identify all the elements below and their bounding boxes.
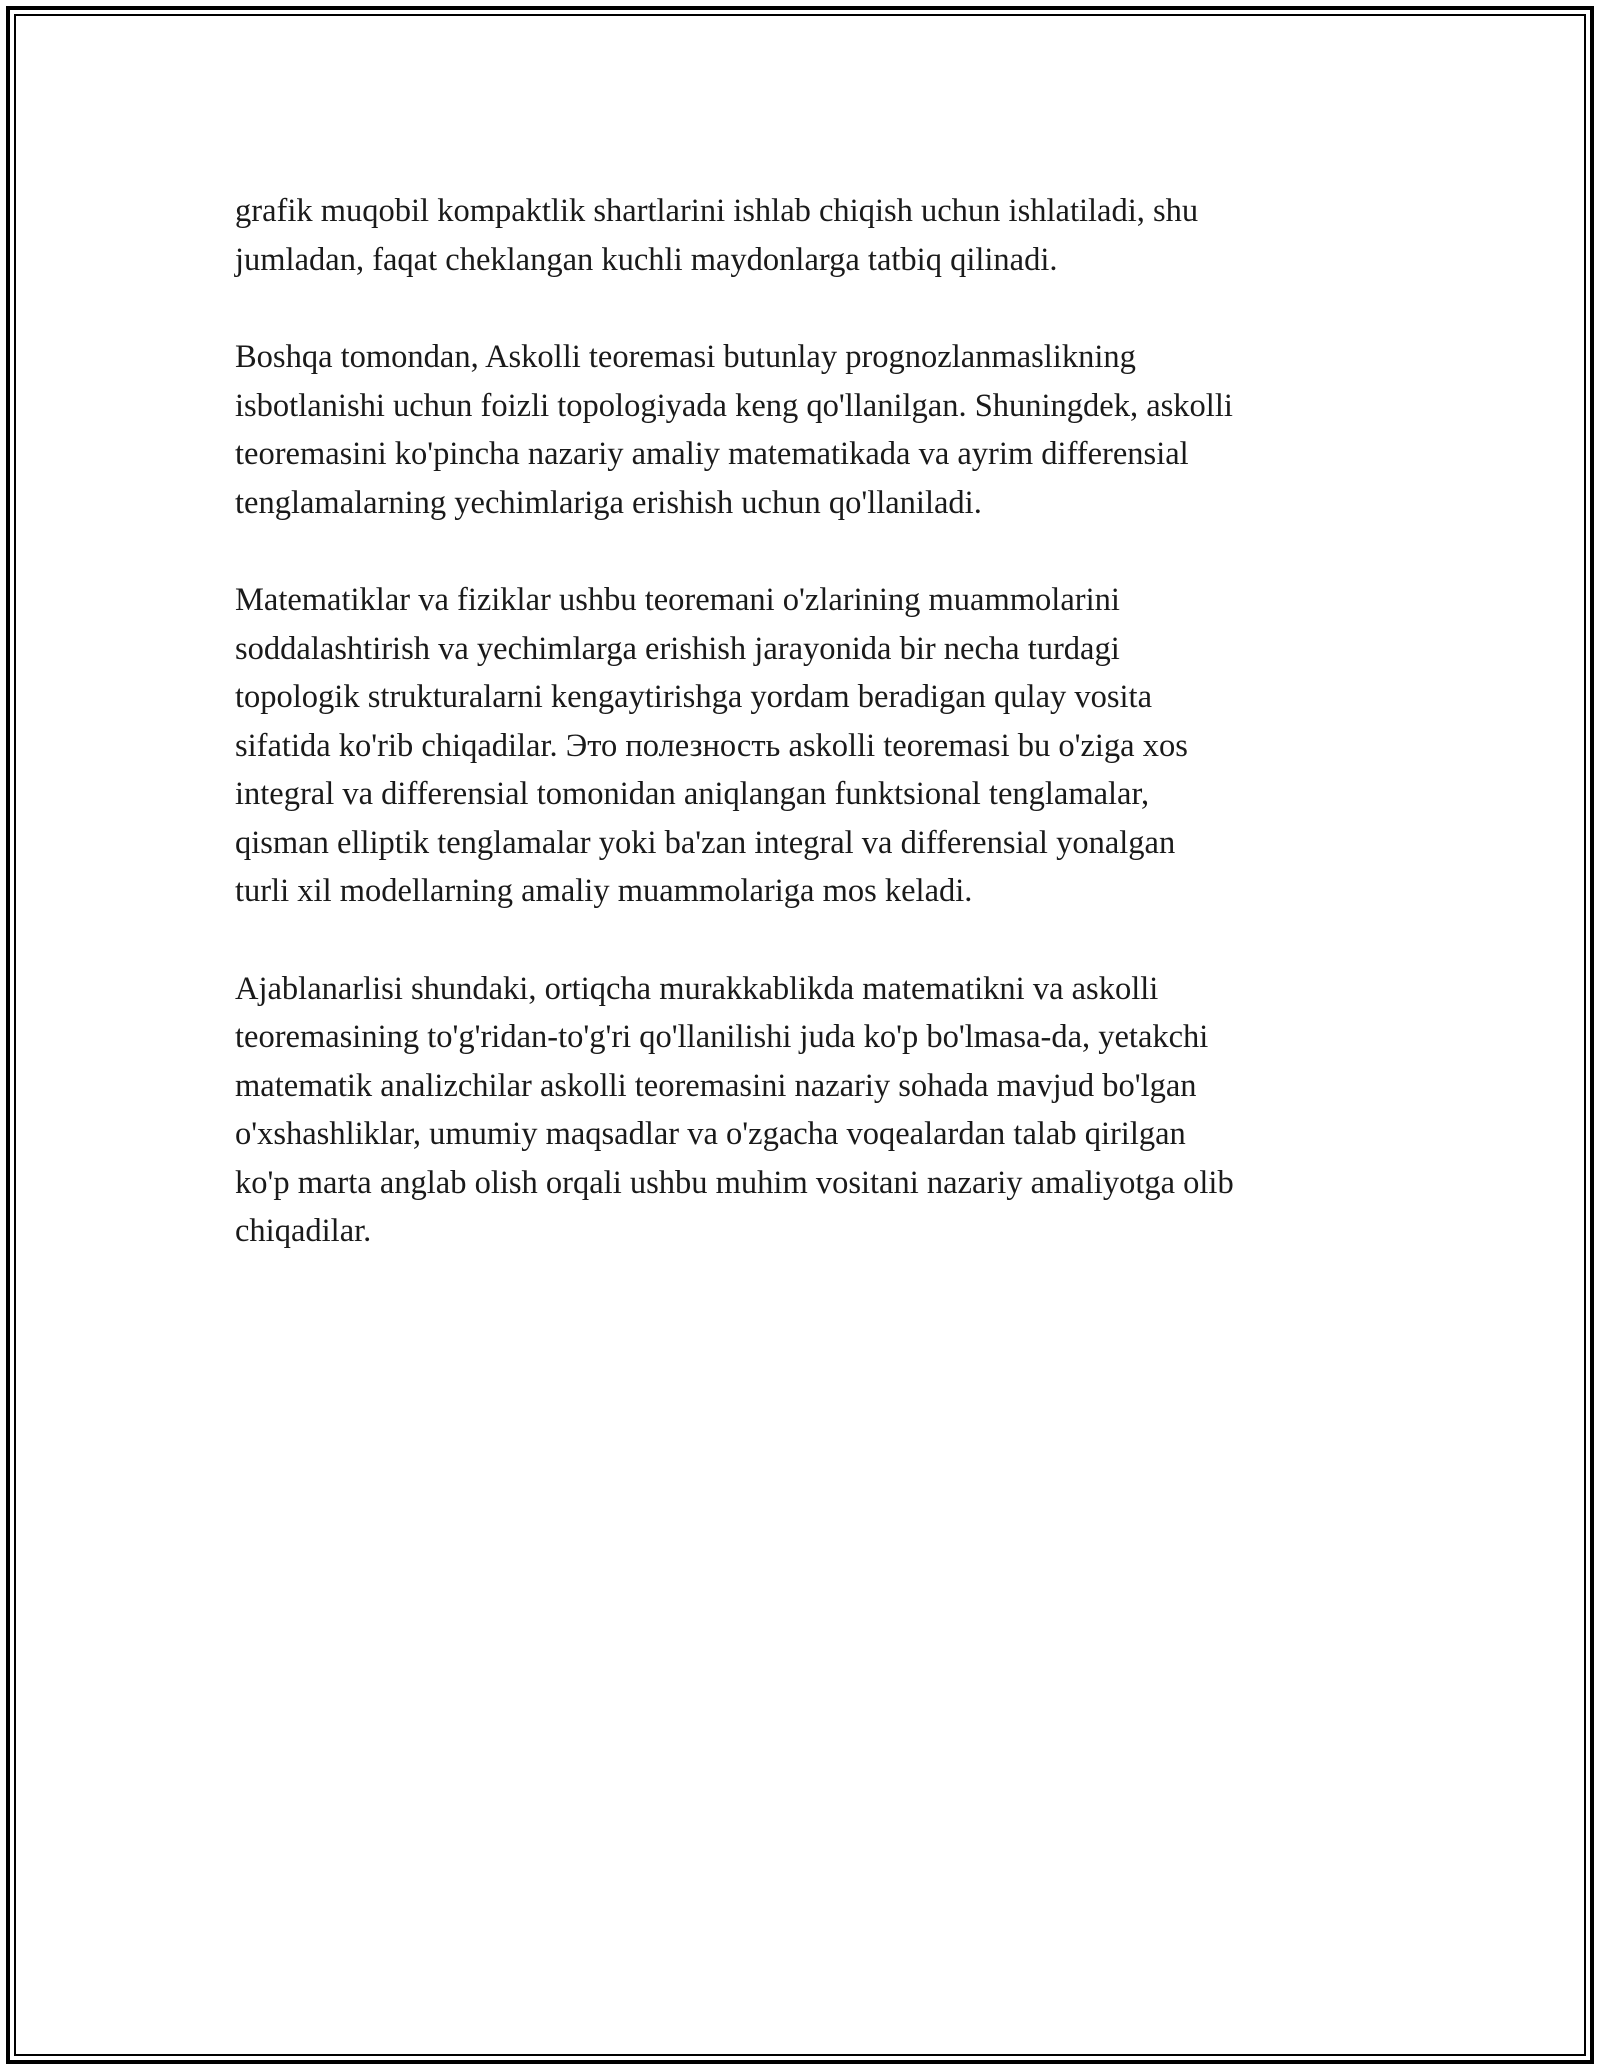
paragraph-2 <box>235 333 1365 527</box>
text-line: teoremasini ko'pincha nazariy amaliy matematikada va ayrim differensial <box>235 436 1189 472</box>
text-line: matematik analizchilar askolli teoremasini nazariy sohada mavjud bo'lgan <box>235 1067 1197 1104</box>
text-line: Matematiklar va fiziklar ushbu teoremani o'zlarining muammolarini <box>235 582 1120 618</box>
paragraph-3 <box>235 576 1365 916</box>
text-line: chiqadilar. <box>235 1213 372 1249</box>
text-line: turli xil modellarning amaliy muammolariga mos keladi. <box>235 873 973 909</box>
text-line: integral va differensial tomonidan aniqlangan funktsional tenglamalar, <box>235 776 1150 812</box>
text-line: o'xshashliklar, umumiy maqsadlar va o'zgacha voqealardan talab qirilgan <box>235 1116 1186 1152</box>
text-line: sifatida ko'rib chiqadilar. Это полезность askolli teoremasi bu o'ziga xos <box>235 727 1188 764</box>
text-line: Ajablanarlisi shundaki, ortiqcha murakkablikda matematikni va askolli <box>235 970 1159 1007</box>
document-body <box>235 187 1365 1305</box>
paragraph-1 <box>235 187 1365 284</box>
text-line: soddalashtirish va yechimlarga erishish jarayonida bir necha turdagi <box>235 630 1120 667</box>
text-line: jumladan, faqat cheklangan kuchli maydonlarga tatbiq qilinadi. <box>235 241 1058 278</box>
text-line: tenglamalarning yechimlariga erishish uchun qo'llaniladi. <box>235 484 982 521</box>
text-line: isbotlanishi uchun foizli topologiyada keng qo'llanilgan. Shuningdek, askolli <box>235 387 1233 424</box>
text-line: topologik strukturalarni kengaytirishga yordam beradigan qulay vosita <box>235 679 1152 715</box>
text-line: teoremasining to'g'ridan-to'g'ri qo'llanilishi juda ko'p bo'lmasa-da, yetakchi <box>235 1019 1209 1055</box>
text-line: qisman elliptik tenglamalar yoki ba'zan integral va differensial yonalgan <box>235 824 1176 861</box>
text-line: grafik muqobil kompaktlik shartlarini ishlab chiqish uchun ishlatiladi, shu <box>235 193 1199 229</box>
text-line: Boshqa tomondan, Askolli teoremasi butunlay prognozlanmaslikning <box>235 339 1136 375</box>
text-line: ko'p marta anglab olish orqali ushbu muhim vositani nazariy amaliyotga olib <box>235 1164 1234 1201</box>
paragraph-4 <box>235 965 1365 1256</box>
